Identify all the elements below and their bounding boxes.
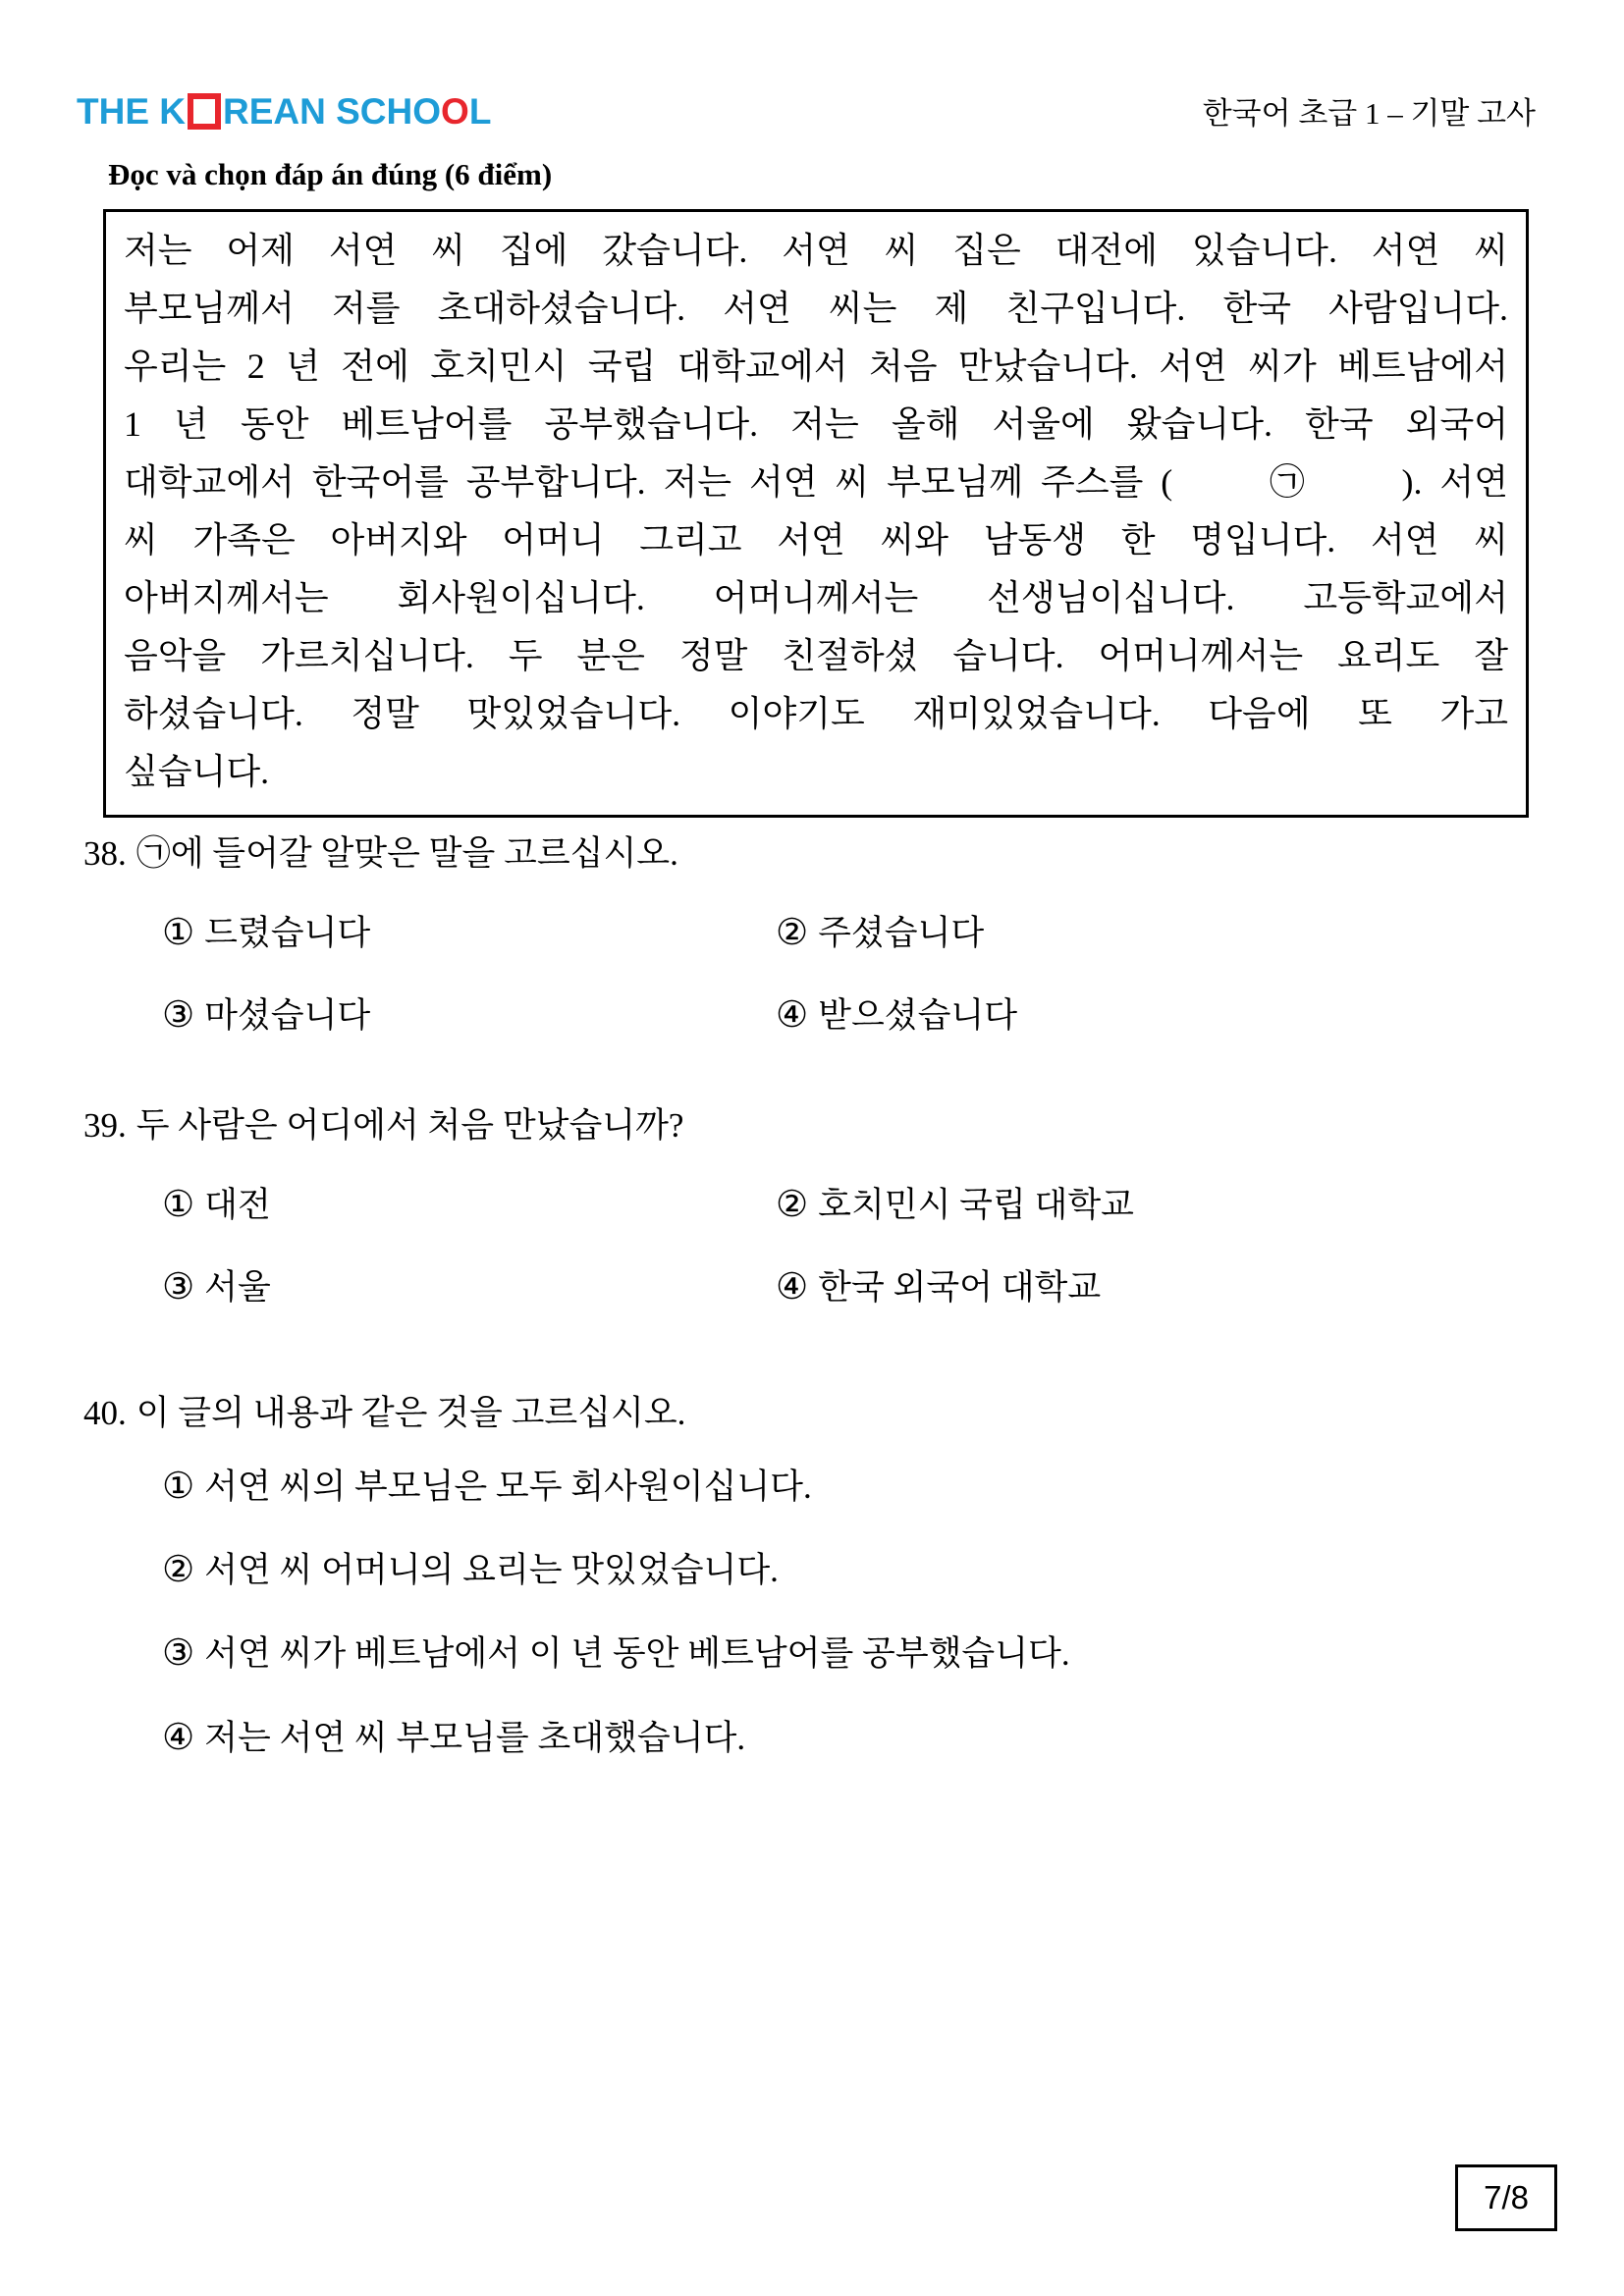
option-marker: ② [162,1550,195,1590]
option-label: 한국 외국어 대학교 [818,1268,1102,1307]
passage-line: 하셨습니다. 정말 맛있었습니다. 이야기도 재미있었습니다. 다음에 또 가고 [124,694,1508,733]
question-text: 이 글의 내용과 같은 것을 고르십시오. [135,1394,686,1432]
passage-line: 대학교에서 한국어를 공부합니다. 저는 서연 씨 부모님께 주스를 ( ㉠ ). 서연 [124,462,1508,502]
option-marker: ③ [162,1267,195,1308]
option-label: 서연 씨의 부모님은 모두 회사원이십니다. [204,1467,812,1506]
logo-text-left: THE K [77,91,186,132]
option-marker: ① [162,1184,195,1225]
option-marker: ④ [776,1267,809,1308]
option-40-1 [162,1465,1536,1510]
question-39-stem [83,1104,1536,1148]
section-heading: Đọc và chọn đáp án đúng (6 điểm) [108,157,553,191]
option-marker: ④ [776,995,809,1036]
page-number-box [1455,2164,1557,2231]
passage-line: 부모님께서 저를 초대하셨습니다. 서연 씨는 제 친구입니다. 한국 사람입니다. [124,289,1508,328]
option-label: 드렸습니다 [204,913,371,952]
question-number: 40. [83,1394,127,1432]
option-38-4 [776,993,1536,1039]
page-header [77,93,1536,132]
option-39-1 [162,1183,776,1228]
reading-passage [103,209,1529,818]
option-label: 서울 [204,1268,271,1307]
question-40-stem [83,1392,1536,1435]
logo-text-mid: REAN SCHO [223,91,442,132]
option-40-2 [162,1548,1536,1593]
option-label: 서연 씨가 베트남에서 이 년 동안 베트남어를 공부했습니다. [204,1634,1070,1674]
school-logo [77,93,491,130]
passage-line: 저는 어제 서연 씨 집에 갔습니다. 서연 씨 집은 대전에 있습니다. 서연 씨 [124,231,1508,270]
option-label: 서연 씨 어머니의 요리는 맛있었습니다. [204,1551,779,1589]
question-number: 39. [83,1106,127,1145]
passage-line: 씨 가족은 아버지와 어머니 그리고 서연 씨와 남동생 한 명입니다. 서연 씨 [124,520,1508,560]
option-39-4 [776,1265,1536,1310]
option-marker: ② [776,912,809,953]
option-39-2 [776,1183,1536,1228]
option-label: 호치민시 국립 대학교 [818,1185,1134,1224]
option-label: 받으셨습니다 [818,996,1018,1035]
option-38-2 [776,911,1536,956]
option-marker: ① [162,1466,195,1507]
question-40 [83,1392,1536,1799]
option-40-3 [162,1631,1536,1677]
option-38-1 [162,911,776,956]
question-39 [83,1104,1536,1310]
option-marker: ④ [162,1717,195,1758]
question-38-options [162,911,1536,1040]
question-38 [83,832,1536,1039]
passage-line: 1 년 동안 베트남어를 공부했습니다. 저는 올해 서울에 왔습니다. 한국 외국어 [124,404,1508,444]
question-39-options [162,1183,1536,1311]
passage-line: 싶습니다. [124,752,270,791]
option-marker: ② [776,1184,809,1225]
option-40-4 [162,1716,1536,1761]
option-marker: ① [162,912,195,953]
page-number: 7/8 [1484,2179,1529,2216]
option-marker: ③ [162,1633,195,1675]
exam-title: 한국어 초급 1 – 기말 고사 [1202,96,1536,131]
option-38-3 [162,993,776,1039]
question-38-stem [83,832,1536,876]
logo-square-icon [188,93,221,130]
option-label: 마셨습니다 [204,996,371,1035]
question-40-options [162,1465,1536,1761]
passage-line: 음악을 가르치십니다. 두 분은 정말 친절하셨 습니다. 어머니께서는 요리도 잘 [124,636,1508,675]
passage-line: 아버지께서는 회사원이십니다. 어머니께서는 선생님이십니다. 고등학교에서 [124,578,1508,617]
question-text: ㉠에 들어갈 알맞은 말을 고르십시오. [135,834,678,873]
logo-text-right: L [468,91,492,132]
option-label: 대전 [204,1185,271,1224]
passage-line: 우리는 2 년 전에 호치민시 국립 대학교에서 처음 만났습니다. 서연 씨가 베트남에서 [124,347,1508,386]
option-39-3 [162,1265,776,1310]
option-label: 주셨습니다 [818,913,985,952]
question-text: 두 사람은 어디에서 처음 만났습니까? [135,1106,684,1145]
option-label: 저는 서연 씨 부모님를 초대했습니다. [204,1718,746,1757]
option-marker: ③ [162,995,195,1036]
logo-red-o: O [441,91,469,132]
question-number: 38. [83,834,127,873]
